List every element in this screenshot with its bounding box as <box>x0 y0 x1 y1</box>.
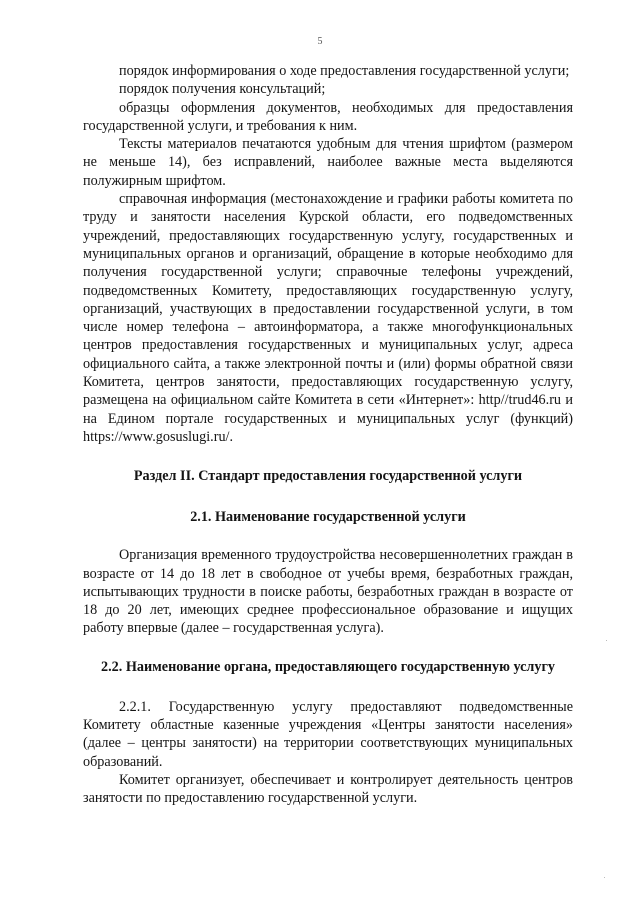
subsection-2-paragraph-1: 2.2.1. Государственную услугу предоставляют подведомственные Комитету областные казенные учреждения «Центры занятости населения» (далее – центры занятости) на территории соответствующих муниципальных образований. <box>83 698 573 770</box>
intro-paragraph-5: справочная информация (местонахождение и графики работы комитета по труду и занятости населения Курской области, его подведомственных учреждений, предоставляющих государственную услугу, государственных и муниципальных органов и организаций, обращение в которые необходимо для получения государственной услуги; справочные телефоны учреждений, подведомственных Комитету, предоставляющих государственную услугу, организаций, участвующих в предоставлении государственной услуги, в том числе номер телефона – автоинформатора, а также многофункциональных центров предоставления государственных и муниципальных услуг, адреса официального сайта, а также электронной почты и (или) формы обратной связи Комитета, центров занятости, предоставляющих государственную услугу, размещена на официальном сайте Комитета в сети «Интернет»: http//trud46.ru и на Едином портале государственных и муниципальных услуг (функций) https://www.gosuslugi.ru/. <box>83 191 573 445</box>
page-number: 5 <box>317 36 323 47</box>
subsection-1-paragraph: Организация временного трудоустройства несовершеннолетних граждан в возрасте от 14 до 18 лет в свободное от учебы время, безработных граждан, испытывающих трудности в поиске работы, безработных граждан в возрасте от 18 до 20 лет, имеющих среднее профессиональное образование и ищущих работу впервые (далее – государственная услуга). <box>83 547 573 637</box>
intro-paragraph-2: порядок получения консультаций; <box>119 81 326 98</box>
subsection-2-heading: 2.2. Наименование органа, предоставляющего государственную услугу <box>100 658 556 675</box>
subsection-1-heading: 2.1. Наименование государственной услуги <box>190 509 466 526</box>
document-body <box>83 62 573 808</box>
subsection-2-paragraph-2: Комитет организует, обеспечивает и контролирует деятельность центров занятости по предоставлению государственной услуги. <box>83 771 573 807</box>
scan-speck <box>604 877 605 878</box>
intro-paragraph-3: образцы оформления документов, необходимых для предоставления государственной услуги, и требования к ним. <box>83 99 573 134</box>
intro-paragraph-4: Тексты материалов печатаются удобным для чтения шрифтом (размером не меньше 14), без исправлений, наиболее важные места выделяются полужирным шрифтом. <box>83 136 573 189</box>
scan-speck <box>606 640 607 641</box>
section-heading: Раздел II. Стандарт предоставления государственной услуги <box>133 468 523 485</box>
intro-paragraph-1: порядок информирования о ходе предоставления государственной услуги; <box>119 63 570 79</box>
